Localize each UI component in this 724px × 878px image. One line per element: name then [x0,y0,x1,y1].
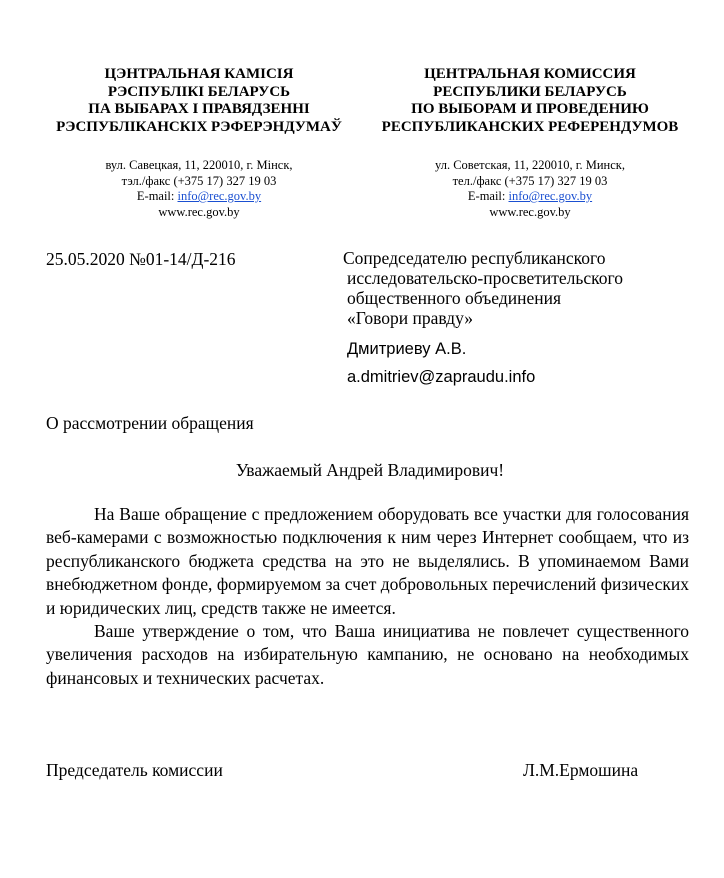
phone-fax: тел./факс (+375 17) 327 19 03 [452,173,608,188]
contacts-belarusian [34,158,364,220]
letterhead-russian [365,66,695,136]
letter-body [46,503,689,690]
addressee-block [343,248,713,387]
addressee-name: Дмитриеву А.В. [347,340,467,358]
letterhead-line: ЦЕНТРАЛЬНАЯ КОМИССИЯ [424,66,636,82]
letterhead-line: РЭСПУБЛІКАНСКІХ РЭФЕРЭНДУМАЎ [56,118,342,135]
signatory-name: Л.М.Ермошина [523,760,639,780]
address: вул. Савецкая, 11, 220010, г. Мінск, [105,158,293,172]
letterhead-line: РЭСПУБЛІКІ БЕЛАРУСЬ [107,83,291,100]
letterhead-line: ПО ВЫБОРАМ И ПРОВЕДЕНИЮ [411,101,649,117]
reference-number: 25.05.2020 №01-14/Д-216 [46,249,236,269]
body-paragraph: На Ваше обращение с предложением оборудовать все участки для голосования веб-камерами с возможностью подключения к ним через Интернет сообщаем, что из республиканского бюджета средства на это не выделялись. В упоминаемом Вами внебюджетном фонде, формируемом за счет добровольных перечислений физических и юридических лиц, средств также не имеется. [46,504,689,618]
addressee-email: a.dmitriev@zapraudu.info [347,368,536,386]
letterhead-line: ПА ВЫБАРАХ І ПРАВЯДЗЕННІ [88,101,310,117]
website: www.rec.gov.by [158,204,240,219]
email-label: E-mail: [467,189,509,203]
email-row [34,189,364,205]
letterhead-line: ЦЭНТРАЛЬНАЯ КАМІСІЯ [104,66,294,82]
body-paragraph: Ваше утверждение о том, что Ваша инициатива не повлечет существенного увеличения расходов на избирательную кампанию, не основано на необходимых финансовых и технических расчетах. [46,621,689,688]
salutation-text: Уважаемый Андрей Владимирович! [235,460,505,480]
letter-subject: О рассмотрении обращения [46,413,254,433]
letterhead-line: РЕСПУБЛИКИ БЕЛАРУСЬ [433,83,627,100]
letterhead-belarusian [34,66,364,136]
letterhead-line: РЕСПУБЛИКАНСКИХ РЕФЕРЕНДУМОВ [381,118,679,135]
email-row [365,189,695,205]
signatory-title: Председатель комиссии [46,760,223,780]
addressee-line: исследовательско-просветительского [347,268,624,288]
addressee-line: «Говори правду» [347,308,474,328]
address: ул. Советская, 11, 220010, г. Минск, [435,158,625,172]
email-link[interactable]: info@rec.gov.by [508,189,593,203]
addressee-line: общественного объединения [347,288,562,308]
phone-fax: тэл./факс (+375 17) 327 19 03 [121,173,277,188]
contacts-russian [365,158,695,220]
email-link[interactable]: info@rec.gov.by [177,189,262,203]
salutation [0,459,724,481]
website: www.rec.gov.by [489,204,571,219]
email-label: E-mail: [136,189,178,203]
addressee-line: Сопредседателю республиканского [343,248,606,268]
